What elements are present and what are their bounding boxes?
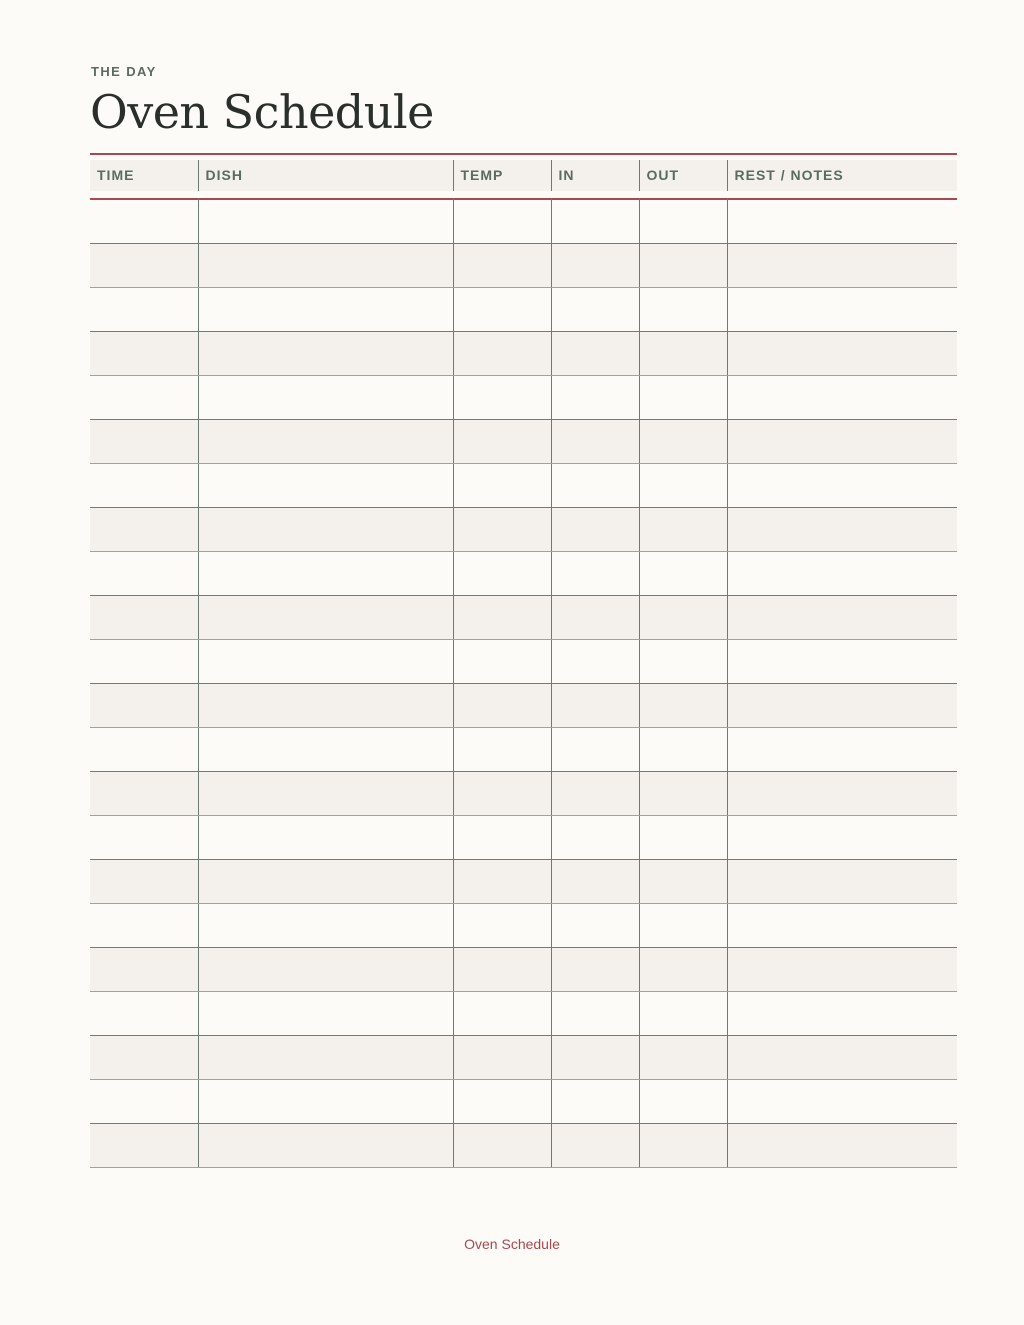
column-header-in: IN <box>551 160 639 194</box>
cell-in[interactable] <box>551 420 639 464</box>
cell-dish[interactable] <box>198 596 453 640</box>
cell-out[interactable] <box>639 640 727 684</box>
cell-time[interactable] <box>90 420 198 464</box>
cell-out[interactable] <box>639 992 727 1036</box>
cell-temp[interactable] <box>453 640 551 684</box>
cell-time[interactable] <box>90 640 198 684</box>
page-title: Oven Schedule <box>90 85 434 139</box>
cell-temp[interactable] <box>453 420 551 464</box>
title-divider <box>90 153 957 155</box>
cell-time[interactable] <box>90 860 198 904</box>
cell-rest-notes[interactable] <box>727 420 957 464</box>
cell-out[interactable] <box>639 552 727 596</box>
cell-temp[interactable] <box>453 1080 551 1124</box>
cell-out[interactable] <box>639 1124 727 1168</box>
cell-dish[interactable] <box>198 1080 453 1124</box>
cell-in[interactable] <box>551 816 639 860</box>
cell-dish[interactable] <box>198 1036 453 1080</box>
cell-dish[interactable] <box>198 464 453 508</box>
cell-temp[interactable] <box>453 860 551 904</box>
cell-in[interactable] <box>551 640 639 684</box>
cell-time[interactable] <box>90 1036 198 1080</box>
table-row <box>90 332 957 376</box>
cell-rest-notes[interactable] <box>727 376 957 420</box>
cell-temp[interactable] <box>453 596 551 640</box>
table-row <box>90 640 957 684</box>
cell-rest-notes[interactable] <box>727 596 957 640</box>
cell-temp[interactable] <box>453 1036 551 1080</box>
cell-in[interactable] <box>551 992 639 1036</box>
cell-dish[interactable] <box>198 640 453 684</box>
cell-in[interactable] <box>551 464 639 508</box>
table-row <box>90 288 957 332</box>
cell-in[interactable] <box>551 948 639 992</box>
cell-dish[interactable] <box>198 552 453 596</box>
cell-out[interactable] <box>639 464 727 508</box>
cell-rest-notes[interactable] <box>727 816 957 860</box>
cell-out[interactable] <box>639 244 727 288</box>
cell-rest-notes[interactable] <box>727 244 957 288</box>
table-row <box>90 904 957 948</box>
table-row <box>90 1080 957 1124</box>
cell-out[interactable] <box>639 508 727 552</box>
cell-temp[interactable] <box>453 684 551 728</box>
cell-rest-notes[interactable] <box>727 508 957 552</box>
cell-temp[interactable] <box>453 904 551 948</box>
cell-in[interactable] <box>551 552 639 596</box>
cell-rest-notes[interactable] <box>727 992 957 1036</box>
cell-time[interactable] <box>90 508 198 552</box>
cell-out[interactable] <box>639 860 727 904</box>
cell-in[interactable] <box>551 332 639 376</box>
column-header-dish: DISH <box>198 160 453 194</box>
column-header-temp: TEMP <box>453 160 551 194</box>
table-row <box>90 816 957 860</box>
cell-rest-notes[interactable] <box>727 640 957 684</box>
cell-rest-notes[interactable] <box>727 288 957 332</box>
cell-in[interactable] <box>551 244 639 288</box>
cell-time[interactable] <box>90 244 198 288</box>
cell-temp[interactable] <box>453 772 551 816</box>
cell-out[interactable] <box>639 420 727 464</box>
cell-out[interactable] <box>639 772 727 816</box>
cell-time[interactable] <box>90 772 198 816</box>
cell-time[interactable] <box>90 904 198 948</box>
cell-in[interactable] <box>551 728 639 772</box>
cell-out[interactable] <box>639 200 727 244</box>
cell-dish[interactable] <box>198 332 453 376</box>
table-row <box>90 596 957 640</box>
cell-time[interactable] <box>90 728 198 772</box>
schedule-table <box>90 160 957 1168</box>
cell-rest-notes[interactable] <box>727 860 957 904</box>
cell-dish[interactable] <box>198 948 453 992</box>
cell-rest-notes[interactable] <box>727 772 957 816</box>
cell-temp[interactable] <box>453 244 551 288</box>
eyebrow-label: THE DAY <box>91 64 157 79</box>
table-row <box>90 684 957 728</box>
cell-time[interactable] <box>90 596 198 640</box>
column-header-out: OUT <box>639 160 727 194</box>
cell-in[interactable] <box>551 200 639 244</box>
cell-rest-notes[interactable] <box>727 200 957 244</box>
cell-time[interactable] <box>90 1080 198 1124</box>
cell-time[interactable] <box>90 992 198 1036</box>
cell-temp[interactable] <box>453 816 551 860</box>
cell-temp[interactable] <box>453 376 551 420</box>
cell-out[interactable] <box>639 332 727 376</box>
cell-time[interactable] <box>90 288 198 332</box>
cell-dish[interactable] <box>198 420 453 464</box>
cell-out[interactable] <box>639 684 727 728</box>
cell-temp[interactable] <box>453 464 551 508</box>
table-row <box>90 772 957 816</box>
cell-dish[interactable] <box>198 376 453 420</box>
cell-time[interactable] <box>90 816 198 860</box>
cell-out[interactable] <box>639 948 727 992</box>
table-row <box>90 200 957 244</box>
cell-rest-notes[interactable] <box>727 332 957 376</box>
cell-dish[interactable] <box>198 1124 453 1168</box>
cell-time[interactable] <box>90 200 198 244</box>
cell-in[interactable] <box>551 376 639 420</box>
table-row <box>90 1124 957 1168</box>
cell-dish[interactable] <box>198 288 453 332</box>
cell-temp[interactable] <box>453 332 551 376</box>
cell-temp[interactable] <box>453 508 551 552</box>
cell-out[interactable] <box>639 728 727 772</box>
cell-rest-notes[interactable] <box>727 728 957 772</box>
cell-in[interactable] <box>551 288 639 332</box>
column-header-time: TIME <box>90 160 198 194</box>
cell-in[interactable] <box>551 1124 639 1168</box>
cell-in[interactable] <box>551 684 639 728</box>
table-row <box>90 1036 957 1080</box>
table-row <box>90 244 957 288</box>
cell-out[interactable] <box>639 1080 727 1124</box>
cell-in[interactable] <box>551 1080 639 1124</box>
cell-rest-notes[interactable] <box>727 684 957 728</box>
table-row <box>90 728 957 772</box>
cell-dish[interactable] <box>198 508 453 552</box>
cell-dish[interactable] <box>198 860 453 904</box>
table-row <box>90 420 957 464</box>
cell-in[interactable] <box>551 1036 639 1080</box>
cell-temp[interactable] <box>453 728 551 772</box>
cell-in[interactable] <box>551 508 639 552</box>
column-header-rest-notes: REST / NOTES <box>727 160 957 194</box>
cell-rest-notes[interactable] <box>727 464 957 508</box>
cell-dish[interactable] <box>198 728 453 772</box>
cell-time[interactable] <box>90 684 198 728</box>
cell-time[interactable] <box>90 332 198 376</box>
cell-time[interactable] <box>90 948 198 992</box>
table-row <box>90 948 957 992</box>
cell-time[interactable] <box>90 1124 198 1168</box>
footer-label: Oven Schedule <box>464 1236 560 1252</box>
cell-temp[interactable] <box>453 552 551 596</box>
table-row <box>90 860 957 904</box>
cell-rest-notes[interactable] <box>727 552 957 596</box>
cell-in[interactable] <box>551 596 639 640</box>
cell-in[interactable] <box>551 860 639 904</box>
cell-rest-notes[interactable] <box>727 1036 957 1080</box>
cell-temp[interactable] <box>453 948 551 992</box>
cell-dish[interactable] <box>198 904 453 948</box>
cell-time[interactable] <box>90 552 198 596</box>
cell-rest-notes[interactable] <box>727 904 957 948</box>
cell-out[interactable] <box>639 288 727 332</box>
cell-rest-notes[interactable] <box>727 1080 957 1124</box>
cell-rest-notes[interactable] <box>727 948 957 992</box>
cell-time[interactable] <box>90 376 198 420</box>
cell-dish[interactable] <box>198 772 453 816</box>
table-header-row <box>90 160 957 194</box>
cell-in[interactable] <box>551 904 639 948</box>
cell-time[interactable] <box>90 464 198 508</box>
schedule-body <box>90 200 957 1168</box>
cell-out[interactable] <box>639 596 727 640</box>
cell-dish[interactable] <box>198 816 453 860</box>
table-row <box>90 508 957 552</box>
cell-out[interactable] <box>639 816 727 860</box>
cell-out[interactable] <box>639 1036 727 1080</box>
cell-temp[interactable] <box>453 288 551 332</box>
table-row <box>90 992 957 1036</box>
cell-out[interactable] <box>639 376 727 420</box>
cell-temp[interactable] <box>453 200 551 244</box>
cell-temp[interactable] <box>453 1124 551 1168</box>
table-row <box>90 376 957 420</box>
cell-temp[interactable] <box>453 992 551 1036</box>
cell-rest-notes[interactable] <box>727 1124 957 1168</box>
table-row <box>90 552 957 596</box>
cell-dish[interactable] <box>198 244 453 288</box>
cell-dish[interactable] <box>198 684 453 728</box>
cell-out[interactable] <box>639 904 727 948</box>
cell-dish[interactable] <box>198 992 453 1036</box>
cell-in[interactable] <box>551 772 639 816</box>
cell-dish[interactable] <box>198 200 453 244</box>
table-row <box>90 464 957 508</box>
